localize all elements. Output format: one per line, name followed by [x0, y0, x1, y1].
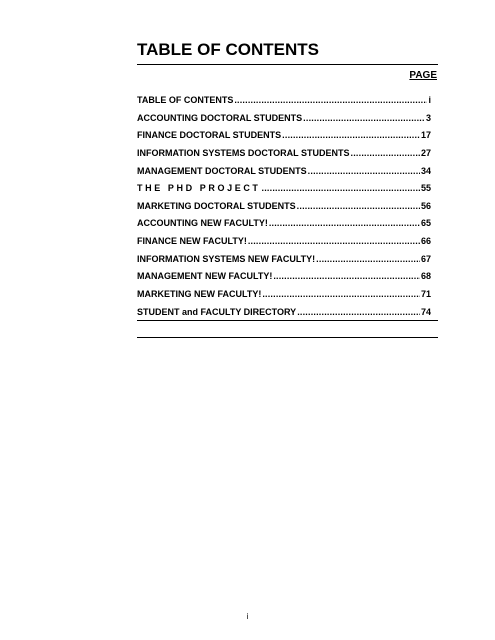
- toc-entry-page: 67: [420, 253, 431, 264]
- toc-leader: [273, 271, 420, 282]
- toc-entry[interactable]: [137, 254, 431, 272]
- toc-entry[interactable]: [137, 271, 431, 289]
- toc-entry-page: 17: [420, 130, 431, 141]
- toc-leader: [262, 183, 420, 194]
- toc-entry-title: ACCOUNTING DOCTORAL STUDENTS: [137, 112, 303, 123]
- toc-entry-title: MANAGEMENT NEW FACULTY!: [137, 271, 273, 282]
- toc-entry-page: 71: [420, 289, 431, 300]
- toc-entry[interactable]: [137, 130, 431, 148]
- toc-leader: [316, 254, 420, 265]
- toc-leader: [269, 218, 420, 229]
- toc-entry[interactable]: [137, 201, 431, 219]
- toc-entry-title: ACCOUNTING NEW FACULTY!: [137, 218, 268, 229]
- toc-entry-page: i: [428, 95, 431, 105]
- title-divider: [137, 64, 438, 65]
- toc-entry-title: INFORMATION SYSTEMS NEW FACULTY!: [137, 253, 316, 264]
- toc-leader: [262, 289, 420, 300]
- toc-entry-page: 65: [420, 218, 431, 229]
- footer-page-number: i: [246, 612, 249, 621]
- toc-entry[interactable]: [137, 95, 431, 113]
- toc-entry-page: 68: [420, 271, 431, 282]
- toc-entry-title: STUDENT and FACULTY DIRECTORY: [137, 306, 297, 317]
- toc-entry[interactable]: [137, 183, 431, 201]
- toc-entry[interactable]: [137, 289, 431, 307]
- toc-entry-page: 66: [420, 236, 431, 247]
- toc-entry-title: TABLE OF CONTENTS: [137, 95, 234, 105]
- toc-leader: [234, 95, 427, 106]
- toc-leader: [248, 236, 420, 247]
- toc-entry-page: 55: [420, 183, 431, 194]
- toc-entry-title: FINANCE DOCTORAL STUDENTS: [137, 130, 282, 141]
- toc-leader: [308, 166, 420, 177]
- toc-leader: [297, 307, 420, 318]
- toc-entry-title: MARKETING DOCTORAL STUDENTS: [137, 200, 296, 211]
- toc-entry[interactable]: [137, 236, 431, 254]
- toc-leader: [297, 201, 420, 212]
- toc-entry-title: INFORMATION SYSTEMS DOCTORAL STUDENTS: [137, 147, 350, 158]
- toc-entry[interactable]: [137, 218, 431, 236]
- toc-entry-page: 27: [420, 147, 431, 158]
- toc-entry-page: 34: [420, 165, 431, 176]
- toc-entry-title: MANAGEMENT DOCTORAL STUDENTS: [137, 165, 307, 176]
- toc-leader: [351, 148, 420, 159]
- toc-bottom-divider: [137, 337, 438, 338]
- toc-list: [137, 95, 431, 324]
- toc-entry-title: FINANCE NEW FACULTY!: [137, 236, 247, 247]
- toc-entry[interactable]: [137, 148, 431, 166]
- toc-entry-page: 3: [425, 112, 431, 123]
- page-column-header: PAGE: [409, 70, 437, 81]
- toc-entry-page: 74: [420, 306, 431, 317]
- toc-entry[interactable]: [137, 166, 431, 184]
- toc-entry[interactable]: [137, 113, 431, 131]
- toc-entry[interactable]: [137, 307, 431, 325]
- toc-leader: [282, 130, 420, 141]
- toc-end-divider: [137, 320, 438, 321]
- toc-entry-title: THE PHD PROJECT: [137, 183, 261, 194]
- page-title: TABLE OF CONTENTS: [137, 40, 319, 59]
- toc-leader: [303, 113, 425, 124]
- toc-entry-page: 56: [420, 200, 431, 211]
- toc-entry-title: MARKETING NEW FACULTY!: [137, 289, 262, 300]
